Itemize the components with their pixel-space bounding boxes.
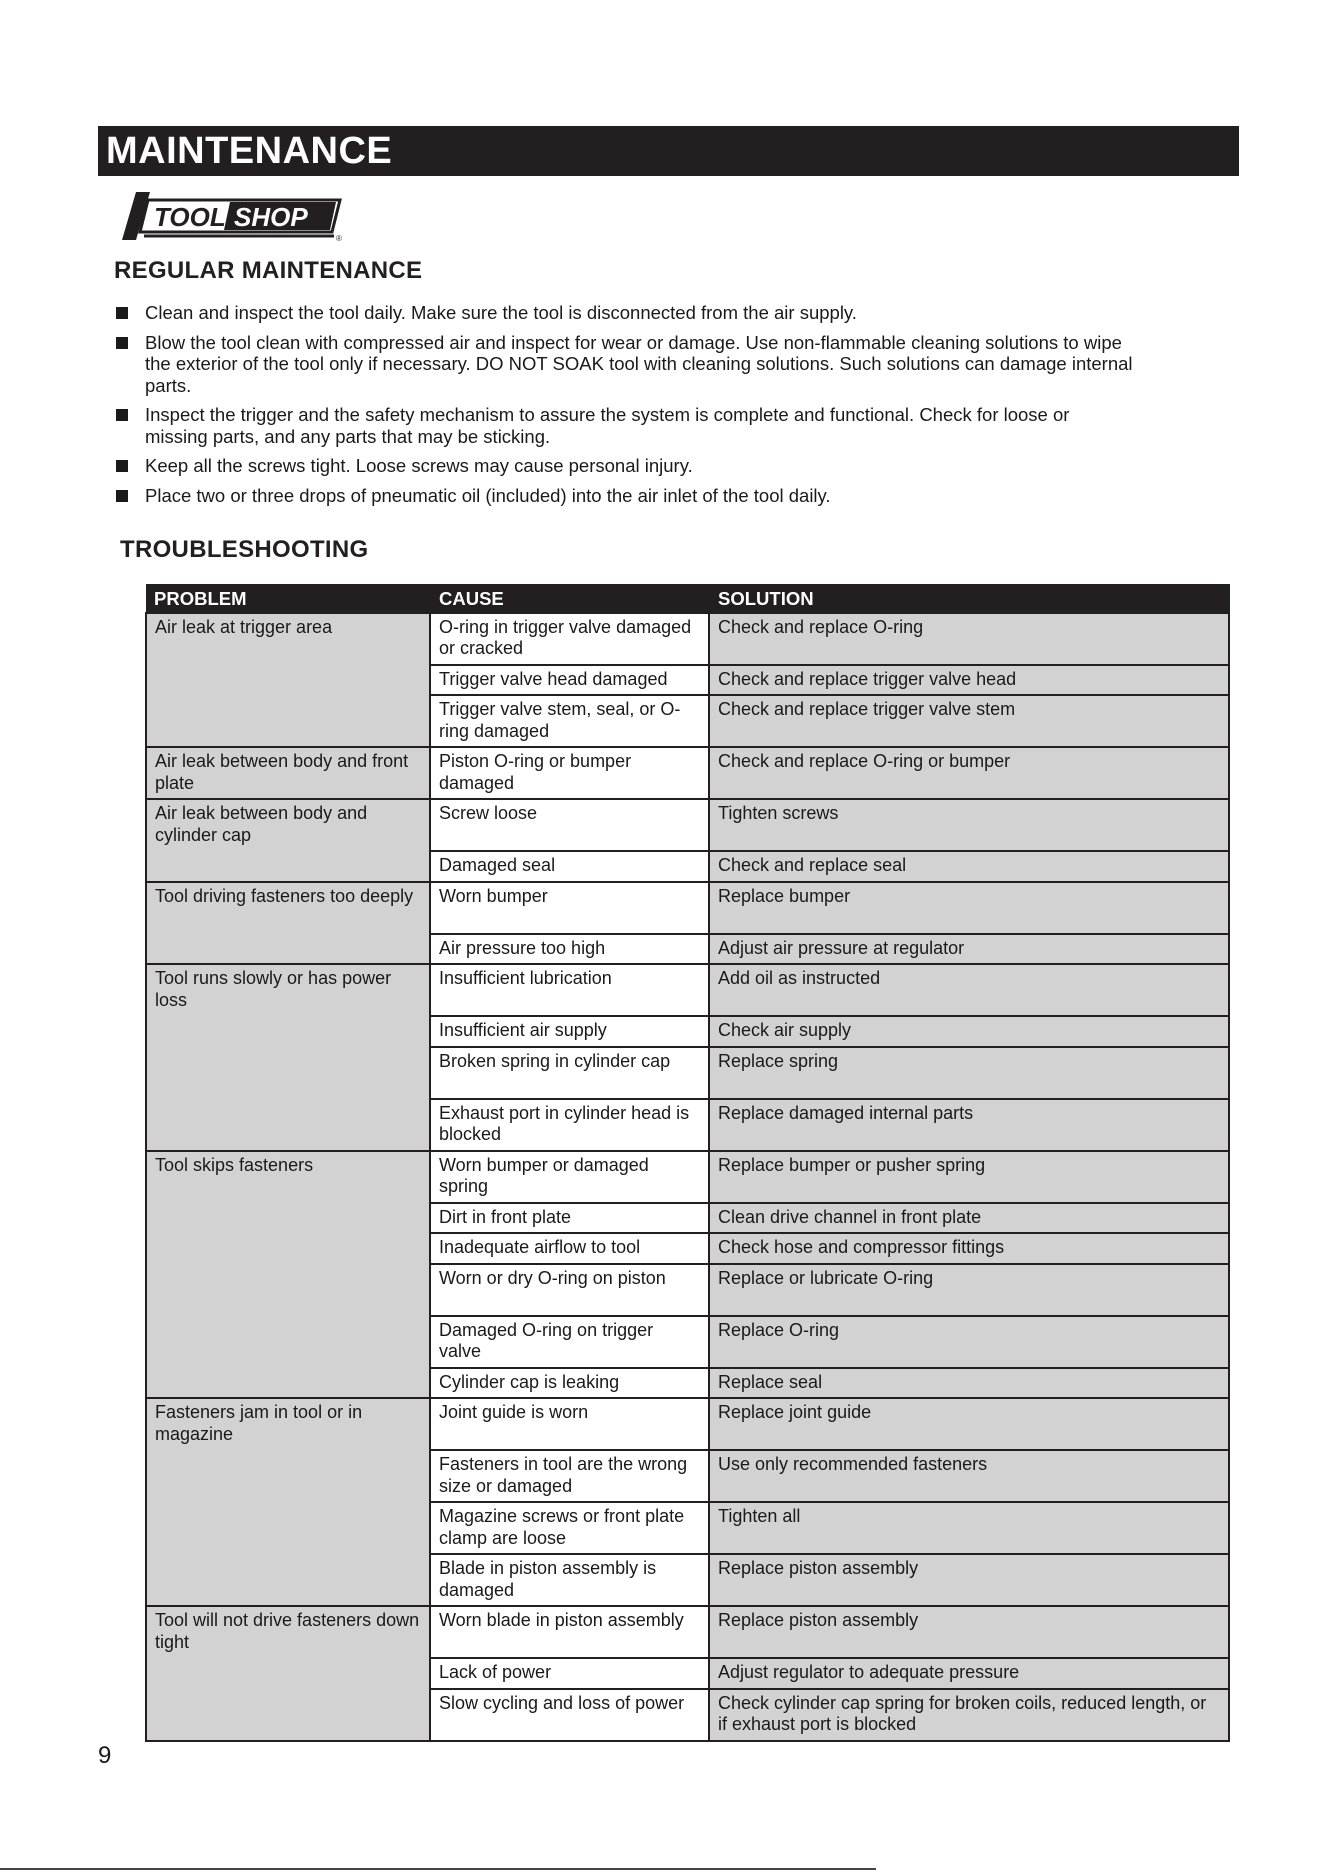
solution-cell: Replace bumper — [709, 882, 1229, 934]
solution-cell: Check and replace seal — [709, 851, 1229, 882]
maintenance-list-item-text: Clean and inspect the tool daily. Make sure the tool is disconnected from the air supply. — [145, 302, 857, 323]
solution-cell: Adjust regulator to adequate pressure — [709, 1658, 1229, 1689]
logo-registered-mark: ® — [336, 234, 342, 242]
troubleshooting-heading: TROUBLESHOOTING — [120, 536, 369, 563]
troubleshooting-table-wrap — [145, 584, 1228, 1742]
cause-cell: Trigger valve stem, seal, or O-ring damaged — [430, 695, 709, 747]
problem-cell: Tool runs slowly or has power loss — [146, 964, 430, 1151]
cause-cell: Magazine screws or front plate clamp are loose — [430, 1502, 709, 1554]
bullet-square-icon — [116, 337, 128, 349]
solution-cell: Tighten screws — [709, 799, 1229, 851]
problem-cell: Fasteners jam in tool or in magazine — [146, 1398, 430, 1606]
column-header-problem: PROBLEM — [146, 584, 430, 613]
cause-cell: Damaged seal — [430, 851, 709, 882]
logo-text-shop: SHOP — [234, 202, 308, 232]
table-row — [146, 1398, 1229, 1450]
cause-cell: O-ring in trigger valve damaged or cracked — [430, 613, 709, 665]
table-row — [146, 1151, 1229, 1203]
problem-cell: Tool skips fasteners — [146, 1151, 430, 1399]
cause-cell: Blade in piston assembly is damaged — [430, 1554, 709, 1606]
cause-cell: Exhaust port in cylinder head is blocked — [430, 1099, 709, 1151]
column-header-cause: CAUSE — [430, 584, 709, 613]
page-number: 9 — [98, 1742, 112, 1769]
solution-cell: Check cylinder cap spring for broken coils, reduced length, or if exhaust port is blocked — [709, 1689, 1229, 1741]
maintenance-list-item-text: Place two or three drops of pneumatic oil (included) into the air inlet of the tool daily. — [145, 484, 831, 506]
table-header-row — [146, 584, 1229, 613]
bullet-square-icon — [116, 460, 128, 472]
solution-cell: Check air supply — [709, 1016, 1229, 1047]
solution-cell: Replace O-ring — [709, 1316, 1229, 1368]
problem-cell: Air leak at trigger area — [146, 613, 430, 748]
solution-cell: Replace piston assembly — [709, 1554, 1229, 1606]
solution-cell: Adjust air pressure at regulator — [709, 934, 1229, 965]
problem-cell: Air leak between body and cylinder cap — [146, 799, 430, 882]
problem-cell: Tool driving fasteners too deeply — [146, 882, 430, 965]
cause-cell: Insufficient air supply — [430, 1016, 709, 1047]
solution-cell: Check and replace O-ring — [709, 613, 1229, 665]
cause-cell: Worn or dry O-ring on piston — [430, 1264, 709, 1316]
solution-cell: Check and replace trigger valve stem — [709, 695, 1229, 747]
table-row — [146, 882, 1229, 934]
toolshop-logo — [114, 190, 346, 242]
section-title: MAINTENANCE — [106, 130, 393, 172]
cause-cell: Cylinder cap is leaking — [430, 1368, 709, 1399]
toolshop-logo-graphic — [114, 190, 346, 242]
maintenance-list-item-text: Keep all the screws tight. Loose screws may cause personal injury. — [145, 455, 693, 476]
cause-cell: Slow cycling and loss of power — [430, 1689, 709, 1741]
solution-cell: Add oil as instructed — [709, 964, 1229, 1016]
solution-cell: Check and replace O-ring or bumper — [709, 747, 1229, 799]
cause-cell: Worn bumper — [430, 882, 709, 934]
maintenance-list-item — [114, 302, 1134, 324]
column-header-solution: SOLUTION — [709, 584, 1229, 613]
solution-cell: Replace piston assembly — [709, 1606, 1229, 1658]
solution-cell: Check and replace trigger valve head — [709, 665, 1229, 696]
solution-cell: Replace damaged internal parts — [709, 1099, 1229, 1151]
maintenance-list-item — [114, 332, 1134, 397]
troubleshooting-table — [145, 584, 1230, 1742]
maintenance-list-item-text: Inspect the trigger and the safety mechanism to assure the system is complete and functional. Check for loose or missing parts, and any parts that may be sticking. — [145, 404, 1070, 447]
cause-cell: Broken spring in cylinder cap — [430, 1047, 709, 1099]
solution-cell: Replace spring — [709, 1047, 1229, 1099]
cause-cell: Dirt in front plate — [430, 1203, 709, 1234]
maintenance-list-item — [114, 485, 1134, 507]
section-title-bar — [98, 126, 1239, 176]
table-row — [146, 1606, 1229, 1658]
cause-cell: Fasteners in tool are the wrong size or damaged — [430, 1450, 709, 1502]
problem-cell: Tool will not drive fasteners down tight — [146, 1606, 430, 1741]
maintenance-list-item-text: Blow the tool clean with compressed air and inspect for wear or damage. Use non-flammable cleaning solutions to wipe the exterior of the tool only if necessary. DO NOT SOAK tool with cleaning solutions. Such solutions can damage internal parts. — [145, 331, 1133, 396]
cause-cell: Damaged O-ring on trigger valve — [430, 1316, 709, 1368]
problem-cell: Air leak between body and front plate — [146, 747, 430, 799]
table-row — [146, 613, 1229, 665]
table-row — [146, 799, 1229, 851]
maintenance-list-item — [114, 404, 1134, 447]
cause-cell: Screw loose — [430, 799, 709, 851]
solution-cell: Replace bumper or pusher spring — [709, 1151, 1229, 1203]
cause-cell: Worn bumper or damaged spring — [430, 1151, 709, 1203]
logo-text-tool: TOOL — [154, 202, 226, 232]
solution-cell: Use only recommended fasteners — [709, 1450, 1229, 1502]
cause-cell: Worn blade in piston assembly — [430, 1606, 709, 1658]
solution-cell: Replace seal — [709, 1368, 1229, 1399]
cause-cell: Joint guide is worn — [430, 1398, 709, 1450]
solution-cell: Replace joint guide — [709, 1398, 1229, 1450]
cause-cell: Air pressure too high — [430, 934, 709, 965]
maintenance-list — [114, 302, 1134, 514]
table-row — [146, 964, 1229, 1016]
solution-cell: Check hose and compressor fittings — [709, 1233, 1229, 1264]
solution-cell: Clean drive channel in front plate — [709, 1203, 1229, 1234]
maintenance-list-item — [114, 455, 1134, 477]
table-body — [146, 613, 1229, 1741]
solution-cell: Replace or lubricate O-ring — [709, 1264, 1229, 1316]
bottom-rule — [0, 1868, 876, 1870]
cause-cell: Inadequate airflow to tool — [430, 1233, 709, 1264]
cause-cell: Lack of power — [430, 1658, 709, 1689]
bullet-square-icon — [116, 409, 128, 421]
bullet-square-icon — [116, 490, 128, 502]
cause-cell: Insufficient lubrication — [430, 964, 709, 1016]
cause-cell: Piston O-ring or bumper damaged — [430, 747, 709, 799]
table-row — [146, 747, 1229, 799]
solution-cell: Tighten all — [709, 1502, 1229, 1554]
bullet-square-icon — [116, 307, 128, 319]
regular-maintenance-heading: REGULAR MAINTENANCE — [114, 257, 423, 284]
cause-cell: Trigger valve head damaged — [430, 665, 709, 696]
